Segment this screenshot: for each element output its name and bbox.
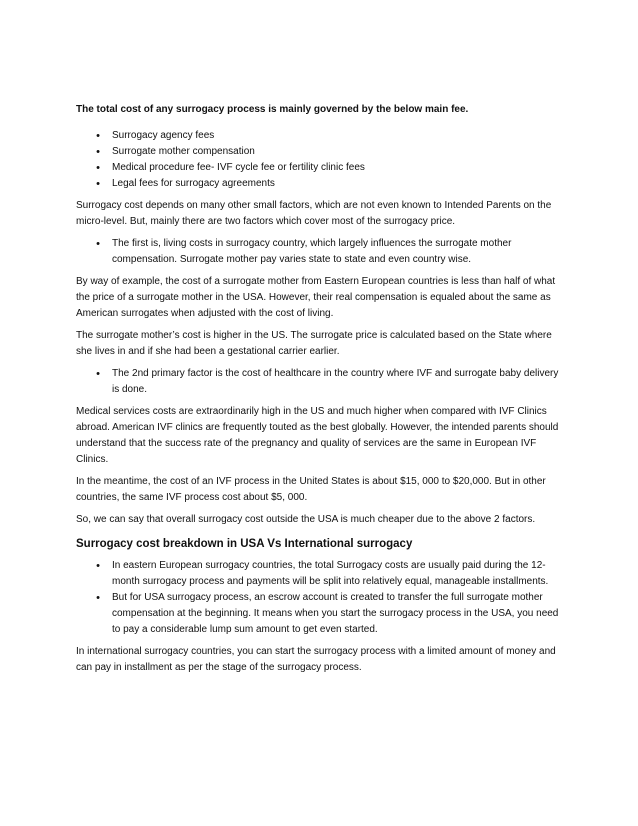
- list-item: • The first is, living costs in surrogacy country, which largely influences the surrogate mother compensation. Surrogate mother pay varies state to state and even country wise.: [112, 236, 566, 268]
- bullet-icon: [94, 160, 102, 177]
- paragraph: Surrogacy cost depends on many other small factors, which are not even known to Intended Parents on the micro-level. But, mainly there are two factors which cover most of the surrogacy price.: [76, 200, 552, 227]
- paragraph: In international surrogacy countries, you can start the surrogacy process with a limited amount of money and can pay in installment as per the stage of the surrogacy process.: [76, 646, 556, 673]
- list-item: • Medical procedure fee- IVF cycle fee or fertility clinic fees: [112, 160, 566, 176]
- list-item: • Legal fees for surrogacy agreements: [112, 176, 566, 192]
- bullet-icon: [94, 236, 102, 253]
- paragraph: So, we can say that overall surrogacy cost outside the USA is much cheaper due to the above 2 factors.: [76, 514, 536, 525]
- factor-list: [76, 366, 566, 398]
- document-page: [76, 102, 566, 682]
- paragraph: Medical services costs are extraordinarily high in the US and much higher when compared with IVF Clinics abroad. American IVF clinics are frequently touted as the best globally. However, the intended parents should understand that the success rate of the pregnancy and quality of services are the same in European IVF Clinics.: [76, 406, 559, 465]
- factor-list: [76, 236, 566, 268]
- list-item: • But for USA surrogacy process, an escrow account is created to transfer the full surrogate mother compensation at the beginning. It means when you start the surrogacy process in the USA, you need to pay a considerable lump sum amount to get even started.: [112, 590, 566, 638]
- list-item: • In eastern European surrogacy countries, the total Surrogacy costs are usually paid during the 12-month surrogacy process and payments will be split into relatively equal, manageable installments.: [112, 558, 566, 590]
- list-item: • Surrogate mother compensation: [112, 144, 566, 160]
- bullet-icon: [94, 590, 102, 607]
- bullet-icon: [94, 144, 102, 161]
- section-subheading: Surrogacy cost breakdown in USA Vs International surrogacy: [76, 538, 413, 550]
- section-heading: The total cost of any surrogacy process is mainly governed by the below main fee.: [76, 104, 469, 115]
- bullet-icon: [94, 176, 102, 193]
- list-item: • Surrogacy agency fees: [112, 128, 566, 144]
- list-item: • The 2nd primary factor is the cost of healthcare in the country where IVF and surrogate baby delivery is done.: [112, 366, 566, 398]
- paragraph: By way of example, the cost of a surrogate mother from Eastern European countries is less than half of what the price of a surrogate mother in the USA. However, their real compensation is equaled about the same as American surrogates when adjusted with the cost of living.: [76, 276, 556, 319]
- paragraph: The surrogate mother’s cost is higher in the US. The surrogate price is calculated based on the State where she lives in and if she had been a gestational carrier earlier.: [76, 330, 552, 357]
- breakdown-list: [76, 558, 566, 638]
- paragraph: In the meantime, the cost of an IVF process in the United States is about $15, 000 to $20,000. But in other countries, the same IVF process cost about $5, 000.: [76, 476, 546, 503]
- fee-list: [76, 128, 566, 192]
- bullet-icon: [94, 366, 102, 383]
- bullet-icon: [94, 128, 102, 145]
- bullet-icon: [94, 558, 102, 575]
